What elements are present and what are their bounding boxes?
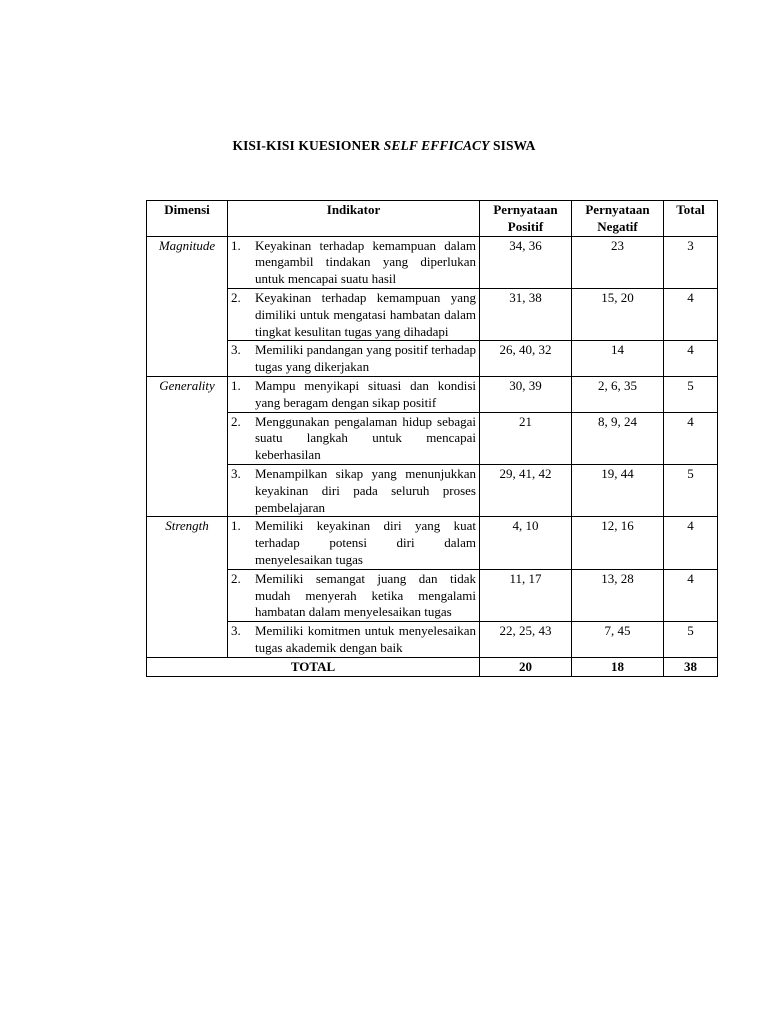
title-italic: SELF EFFICACY [383, 138, 490, 153]
negatif-cell: 14 [572, 341, 664, 377]
negatif-cell: 23 [572, 236, 664, 288]
indicator-number: 1. [231, 518, 241, 534]
indicator-cell [228, 236, 480, 288]
indicator-cell [228, 517, 480, 569]
total-cell: 4 [664, 288, 718, 340]
kisi-kisi-table [146, 200, 718, 677]
positif-cell: 26, 40, 32 [480, 341, 572, 377]
indicator-text: Menggunakan pengalaman hidup sebagai suatu langkah untuk mencapai keberhasilan [255, 413, 476, 463]
table-row [147, 236, 718, 288]
total-row [147, 657, 718, 676]
total-cell: 5 [664, 376, 718, 412]
negatif-cell: 13, 28 [572, 569, 664, 621]
indicator-cell [228, 569, 480, 621]
positif-cell: 21 [480, 412, 572, 464]
indicator-cell [228, 288, 480, 340]
indicator-text: Menampilkan sikap yang menunjukkan keyakinan diri pada seluruh proses pembelajaran [255, 465, 476, 515]
negatif-cell: 15, 20 [572, 288, 664, 340]
indicator-cell [228, 341, 480, 377]
table-row [147, 517, 718, 569]
indicator-number: 2. [231, 413, 241, 429]
header-indikator: Indikator [228, 201, 480, 237]
table-row [147, 341, 718, 377]
header-negatif-line2: Negatif [597, 218, 638, 234]
header-dimensi: Dimensi [147, 201, 228, 237]
title-suffix: SISWA [489, 138, 536, 153]
table-row [147, 376, 718, 412]
positif-cell: 4, 10 [480, 517, 572, 569]
positif-cell: 31, 38 [480, 288, 572, 340]
positif-cell: 22, 25, 43 [480, 622, 572, 658]
indicator-number: 3. [231, 465, 241, 481]
total-cell: 3 [664, 236, 718, 288]
table-row [147, 288, 718, 340]
indicator-cell [228, 412, 480, 464]
indicator-text: Memiliki komitmen untuk menyelesaikan tugas akademik dengan baik [255, 623, 476, 655]
header-pernyataan-negatif [572, 201, 664, 237]
header-row [147, 201, 718, 237]
title-prefix: KISI-KISI KUESIONER [232, 138, 384, 153]
total-positif: 20 [480, 657, 572, 676]
dimension-strength: Strength [147, 517, 228, 657]
total-cell: 4 [664, 412, 718, 464]
indicator-text: Memiliki keyakinan diri yang kuat terhadap potensi diri dalam menyelesaikan tugas [255, 518, 476, 567]
table-row [147, 622, 718, 658]
header-total: Total [664, 201, 718, 237]
total-total: 38 [664, 657, 718, 676]
total-cell: 4 [664, 517, 718, 569]
indicator-cell [228, 622, 480, 658]
indicator-text: Memiliki semangat juang dan tidak mudah menyerah ketika mengalami hambatan dalam menyelesaikan tugas [255, 570, 476, 620]
positif-cell: 11, 17 [480, 569, 572, 621]
header-negatif-line1: Pernyataan [585, 202, 650, 217]
table-row [147, 412, 718, 464]
indicator-number: 3. [231, 623, 241, 639]
total-cell: 4 [664, 341, 718, 377]
document-title [0, 138, 768, 154]
total-cell: 5 [664, 622, 718, 658]
negatif-cell: 7, 45 [572, 622, 664, 658]
indicator-number: 3. [231, 342, 241, 358]
table-row [147, 569, 718, 621]
indicator-text: Mampu menyikapi situasi dan kondisi yang beragam dengan sikap positif [255, 377, 476, 410]
negatif-cell: 2, 6, 35 [572, 376, 664, 412]
indicator-text: Keyakinan terhadap kemampuan yang dimiliki untuk mengatasi hambatan dalam tingkat kesulitan tugas yang dihadapi [255, 289, 476, 339]
header-positif-line1: Pernyataan [493, 202, 558, 217]
positif-cell: 29, 41, 42 [480, 464, 572, 516]
table-row [147, 464, 718, 516]
dimension-generality: Generality [147, 376, 228, 516]
indicator-cell [228, 376, 480, 412]
indicator-text: Memiliki pandangan yang positif terhadap tugas yang dikerjakan [255, 342, 476, 375]
dimension-magnitude: Magnitude [147, 236, 228, 376]
negatif-cell: 19, 44 [572, 464, 664, 516]
total-cell: 4 [664, 569, 718, 621]
total-label: TOTAL [147, 657, 480, 676]
indicator-number: 1. [231, 237, 241, 253]
indicator-number: 1. [231, 377, 241, 393]
indicator-number: 2. [231, 289, 241, 305]
total-cell: 5 [664, 464, 718, 516]
header-positif-line2: Positif [507, 218, 544, 234]
indicator-cell [228, 464, 480, 516]
positif-cell: 30, 39 [480, 376, 572, 412]
positif-cell: 34, 36 [480, 236, 572, 288]
total-negatif: 18 [572, 657, 664, 676]
negatif-cell: 12, 16 [572, 517, 664, 569]
header-pernyataan-positif [480, 201, 572, 237]
indicator-number: 2. [231, 570, 241, 586]
negatif-cell: 8, 9, 24 [572, 412, 664, 464]
indicator-text: Keyakinan terhadap kemampuan dalam mengambil tindakan yang diperlukan untuk mencapai suatu hasil [255, 237, 476, 287]
